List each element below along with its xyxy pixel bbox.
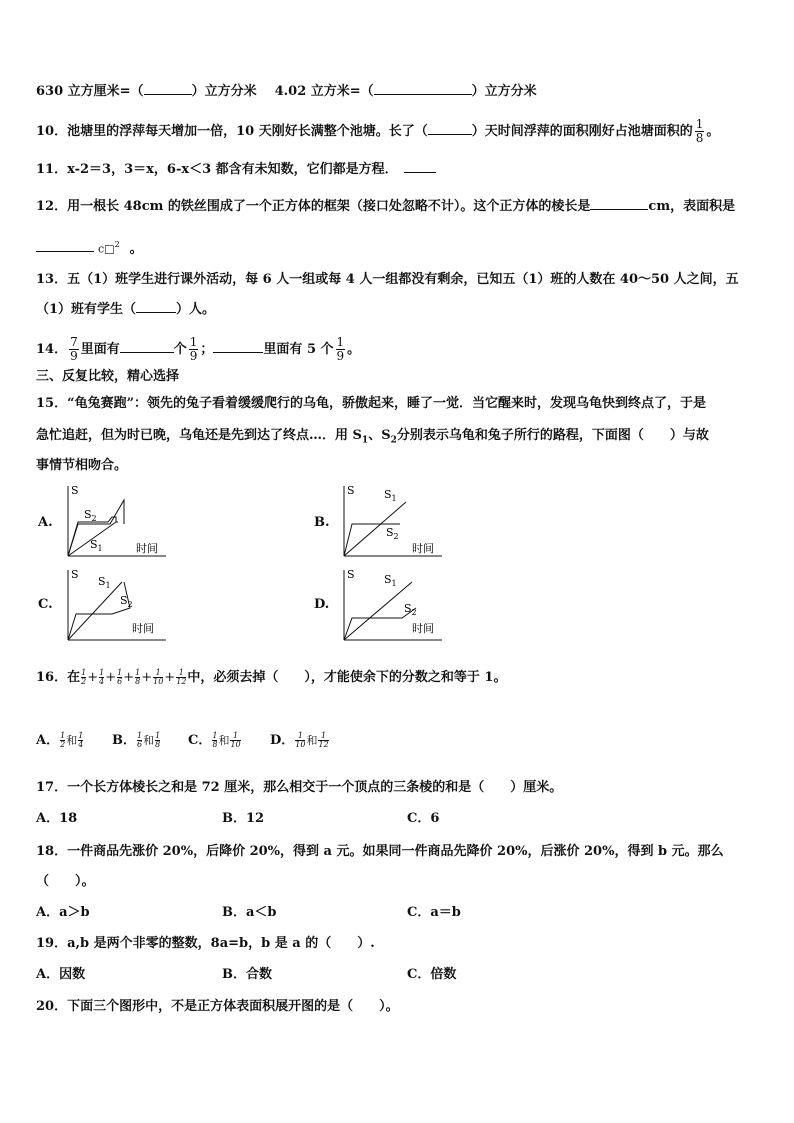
q11-blank[interactable] (404, 172, 436, 173)
q18-option-b[interactable]: B．a＜b (222, 905, 277, 920)
q15-line-1: 15．“龟兔赛跑”：领先的兔子看着缓缓爬行的乌龟，骄傲起来，睡了一觉．当它醒来时，发现乌龟快到终点了，于是 (36, 396, 707, 411)
graph-b-s2: $S_2$ (386, 526, 399, 541)
q19-option-c[interactable]: C．倍数 (407, 967, 457, 982)
q12-blank-2[interactable] (36, 251, 94, 252)
q16-fraction: $\frac{1}{8}$ (135, 668, 141, 686)
q14-fraction-1: $\frac{7}{9}$ (70, 335, 78, 363)
graph-c-label[interactable]: C. (38, 597, 53, 612)
q18-option-a[interactable]: A．a＞b (36, 905, 90, 920)
graph-d-s2: $S_2$ (404, 602, 417, 617)
graph-b (336, 482, 446, 560)
q16-fraction: $\frac{1}{6}$ (117, 668, 123, 686)
q16-option-fraction: $\frac{1}{12}$ (318, 731, 329, 749)
q9-line: 630 立方厘米=（ ）立方分米 4.02 立方米=（ ）立方分米 (36, 84, 537, 99)
graph-a-s1: $S_1$ (90, 538, 103, 553)
q12-line: 12．用一根长 48cm 的铁丝围成了一个正方体的框架（接口处忽略不计）。这个正方体的棱长是 cm，表面积是 (36, 199, 736, 214)
q18-line-2: （ ）。 (36, 874, 95, 889)
q20-line: 20．下面三个图形中，不是正方体表面积展开图的是（ ）。 (36, 999, 399, 1014)
q14-blank-2[interactable] (213, 352, 263, 353)
graph-a-label[interactable]: A. (38, 515, 53, 530)
q10-blank[interactable] (428, 134, 472, 135)
q16-option-fraction: $\frac{1}{10}$ (295, 731, 306, 749)
q16-fraction: $\frac{1}{12}$ (176, 668, 187, 686)
plus-sign: + (123, 670, 135, 685)
plus-sign: + (141, 670, 153, 685)
q16-fraction: $\frac{1}{4}$ (99, 668, 105, 686)
section-heading: 三、反复比较，精心选择 (36, 369, 180, 384)
q11-line: 11．x-2＝3，3＝x，6-x＜3 都含有未知数，它们都是方程． (36, 160, 436, 180)
q13-blank[interactable] (136, 312, 176, 313)
q16-fraction: $\frac{1}{2}$ (81, 668, 87, 686)
graph-d-label[interactable]: D. (314, 597, 330, 612)
q18-option-c[interactable]: C．a＝b (407, 905, 461, 920)
graph-c (60, 566, 170, 644)
q16-option-fraction: $\frac{1}{10}$ (230, 731, 241, 749)
q16-option-fraction: $\frac{1}{2}$ (60, 731, 66, 749)
graph-d-s1: $S_1$ (384, 573, 397, 588)
q13-line-2: （1）班有学生（ ）人。 (36, 302, 216, 317)
graph-d-y-label: S (347, 568, 355, 581)
q16-fraction: $\frac{1}{10}$ (153, 668, 164, 686)
q17-option-b[interactable]: B．12 (222, 811, 265, 826)
q18-line: 18．一件商品先涨价 20%，后降价 20%，得到 a 元。如果同一件商品先降价 20%，后涨价 20%，得到 b 元。那么 (36, 844, 724, 859)
plus-sign: + (105, 670, 117, 685)
q10-line: 10．池塘里的浮萍每天增加一倍，10 天刚好长满整个池塘。长了（ ）天时间浮萍的面积刚好占池塘面积的 $\frac{1}{8}$ 。 (36, 117, 720, 145)
q9-blank-2[interactable] (374, 94, 472, 95)
q15-line-2: 急忙追赶，但为时已晚，乌龟还是先到达了终点…．用 $S_1$、$S_2$分别表示乌龟和兔子所行的路程，下面图（ ）与故 (36, 428, 709, 446)
graph-c-y-label: S (71, 568, 79, 581)
q13-line: 13．五（1）班学生进行课外活动，每 6 人一组或每 4 人一组都没有剩余，已知五（1）班的人数在 40～50 人之间，五 (36, 272, 739, 287)
graph-c-s1: $S_1$ (98, 575, 111, 590)
graph-b-label[interactable]: B. (314, 515, 330, 530)
q16-option-fraction: $\frac{1}{8}$ (212, 731, 218, 749)
q10-fraction: $\frac{1}{8}$ (695, 117, 704, 145)
q16-option-fraction: $\frac{1}{8}$ (155, 731, 161, 749)
q14-blank-1[interactable] (120, 352, 174, 353)
graph-c-s2: $S_2$ (120, 594, 133, 609)
q16-line: 16．在 $\frac{1}{2}$ + $\frac{1}{4}$ + $\frac{1}{6}$ + $\frac{1}{8}$ + $\frac{1}{10}$ + $\frac{1}{12}$ 中，必须去掉（ ），才能使余下的分数之和等于 1。 (36, 668, 507, 686)
q9-blank-1[interactable] (144, 94, 192, 95)
q17-option-a[interactable]: A．18 (36, 811, 78, 826)
q16-option-fraction: $\frac{1}{4}$ (78, 731, 84, 749)
graph-b-s1: $S_1$ (384, 488, 397, 503)
graph-a-y-label: S (71, 484, 79, 497)
q16-option-d[interactable]: D． $\frac{1}{10}$ 和 $\frac{1}{12}$ (270, 731, 329, 749)
q16-expression (80, 670, 187, 685)
q17-line: 17．一个长方体棱长之和是 72 厘米，那么相交于一个顶点的三条棱的和是（ ）厘米。 (36, 780, 563, 795)
graph-a (60, 482, 170, 560)
q15-line-3: 事情节相吻合。 (36, 458, 128, 473)
graph-b-y-label: S (347, 484, 355, 497)
graph-c-x-label: 时间 (132, 622, 154, 635)
q19-option-a[interactable]: A．因数 (36, 967, 86, 982)
graph-d-x-label: 时间 (412, 622, 434, 635)
q12-blank-1[interactable] (590, 209, 648, 210)
graph-a-x-label: 时间 (136, 542, 158, 555)
q17-option-c[interactable]: C．6 (407, 811, 440, 826)
plus-sign: + (87, 670, 99, 685)
q14-fraction-3: $\frac{1}{9}$ (336, 335, 345, 363)
q16-option-b[interactable]: B． $\frac{1}{6}$ 和 $\frac{1}{8}$ (112, 731, 161, 749)
graph-b-x-label: 时间 (412, 542, 434, 555)
q14-fraction-2: $\frac{1}{9}$ (189, 335, 198, 363)
plus-sign: + (164, 670, 176, 685)
q14-line: 14． $\frac{7}{9}$ 里面有 个 $\frac{1}{9}$ ； 里面有 5 个 $\frac{1}{9}$ 。 (36, 335, 361, 363)
graph-d (336, 566, 446, 644)
q16-option-fraction: $\frac{1}{6}$ (137, 731, 143, 749)
q16-option-c[interactable]: C． $\frac{1}{8}$ 和 $\frac{1}{10}$ (188, 731, 241, 749)
graph-a-s2: $S_2$ (84, 508, 97, 523)
q19-option-b[interactable]: B．合数 (222, 967, 272, 982)
q16-option-a[interactable]: A． $\frac{1}{2}$ 和 $\frac{1}{4}$ (36, 731, 84, 749)
q12-line-2: c□$^2$ 。 (36, 235, 143, 259)
q19-line: 19．a,b 是两个非零的整数，8a=b，b 是 a 的（ ）. (36, 936, 375, 951)
